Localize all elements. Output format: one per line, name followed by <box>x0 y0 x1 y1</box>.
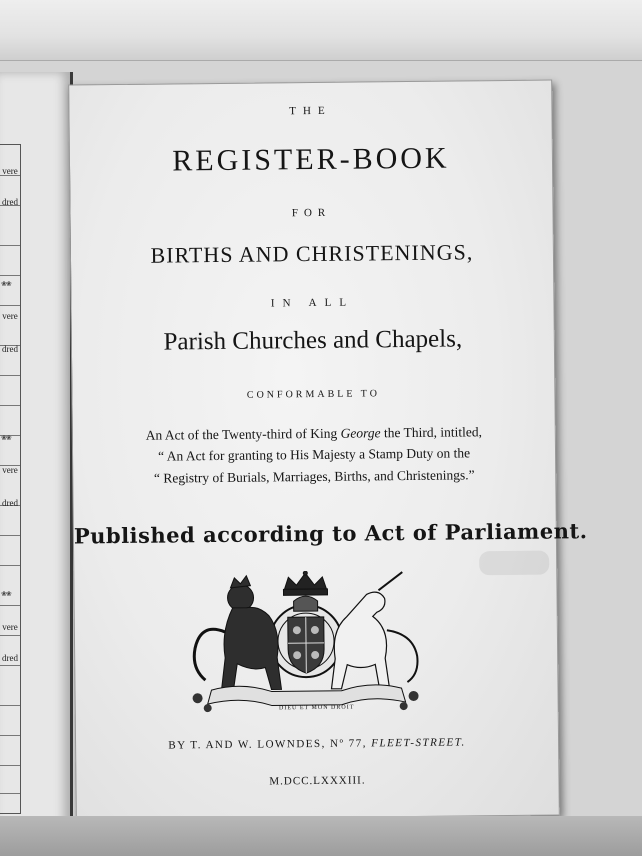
book-subject: BIRTHS AND CHRISTENINGS, <box>150 239 474 268</box>
title-for: FOR <box>291 206 332 220</box>
title-in-all: IN ALL <box>270 296 355 310</box>
register-fragment: dred <box>2 653 18 663</box>
ornament-icon: ❀❀ <box>1 280 11 288</box>
register-fragment: vere <box>2 465 18 475</box>
paper-stain <box>479 551 549 576</box>
left-register-page <box>0 72 73 842</box>
register-fragment: vere <box>2 311 18 321</box>
title-article: THE <box>289 104 332 118</box>
ornament-icon: ❀❀ <box>1 590 11 598</box>
ornament-icon: ❀❀ <box>1 434 11 442</box>
act-line-2: “ An Act for granting to His Majesty a Stamp Duty on the <box>157 445 471 464</box>
register-fragment: dred <box>2 197 18 207</box>
royal-coat-of-arms-icon <box>180 570 431 715</box>
register-fragment: vere <box>2 166 18 176</box>
publication-year: M.DCC.LXXXIII. <box>269 774 366 788</box>
book-title: REGISTER-BOOK <box>172 141 450 178</box>
register-fragment: dred <box>2 498 18 508</box>
published-notice: Published according to Act of Parliament. <box>73 518 588 549</box>
register-fragment: vere <box>2 622 18 632</box>
book-places: Parish Churches and Chapels, <box>163 325 463 356</box>
act-line-3: “ Registry of Burials, Marriages, Births, and Christenings.” <box>153 467 475 486</box>
conformable-to: CONFORMABLE TO <box>246 388 380 401</box>
cloth-cover <box>0 0 642 61</box>
register-table <box>0 144 21 814</box>
register-fragment: dred <box>2 344 18 354</box>
act-line-1: An Act of the Twenty-third of King George the Third, intitled, <box>145 424 483 443</box>
crest-motto: DIEU ET MON DROIT <box>278 704 355 712</box>
title-page <box>68 79 588 820</box>
table-surface <box>0 816 642 856</box>
imprint: BY T. AND W. LOWNDES, Nº 77, FLEET-STREET. <box>168 736 466 752</box>
